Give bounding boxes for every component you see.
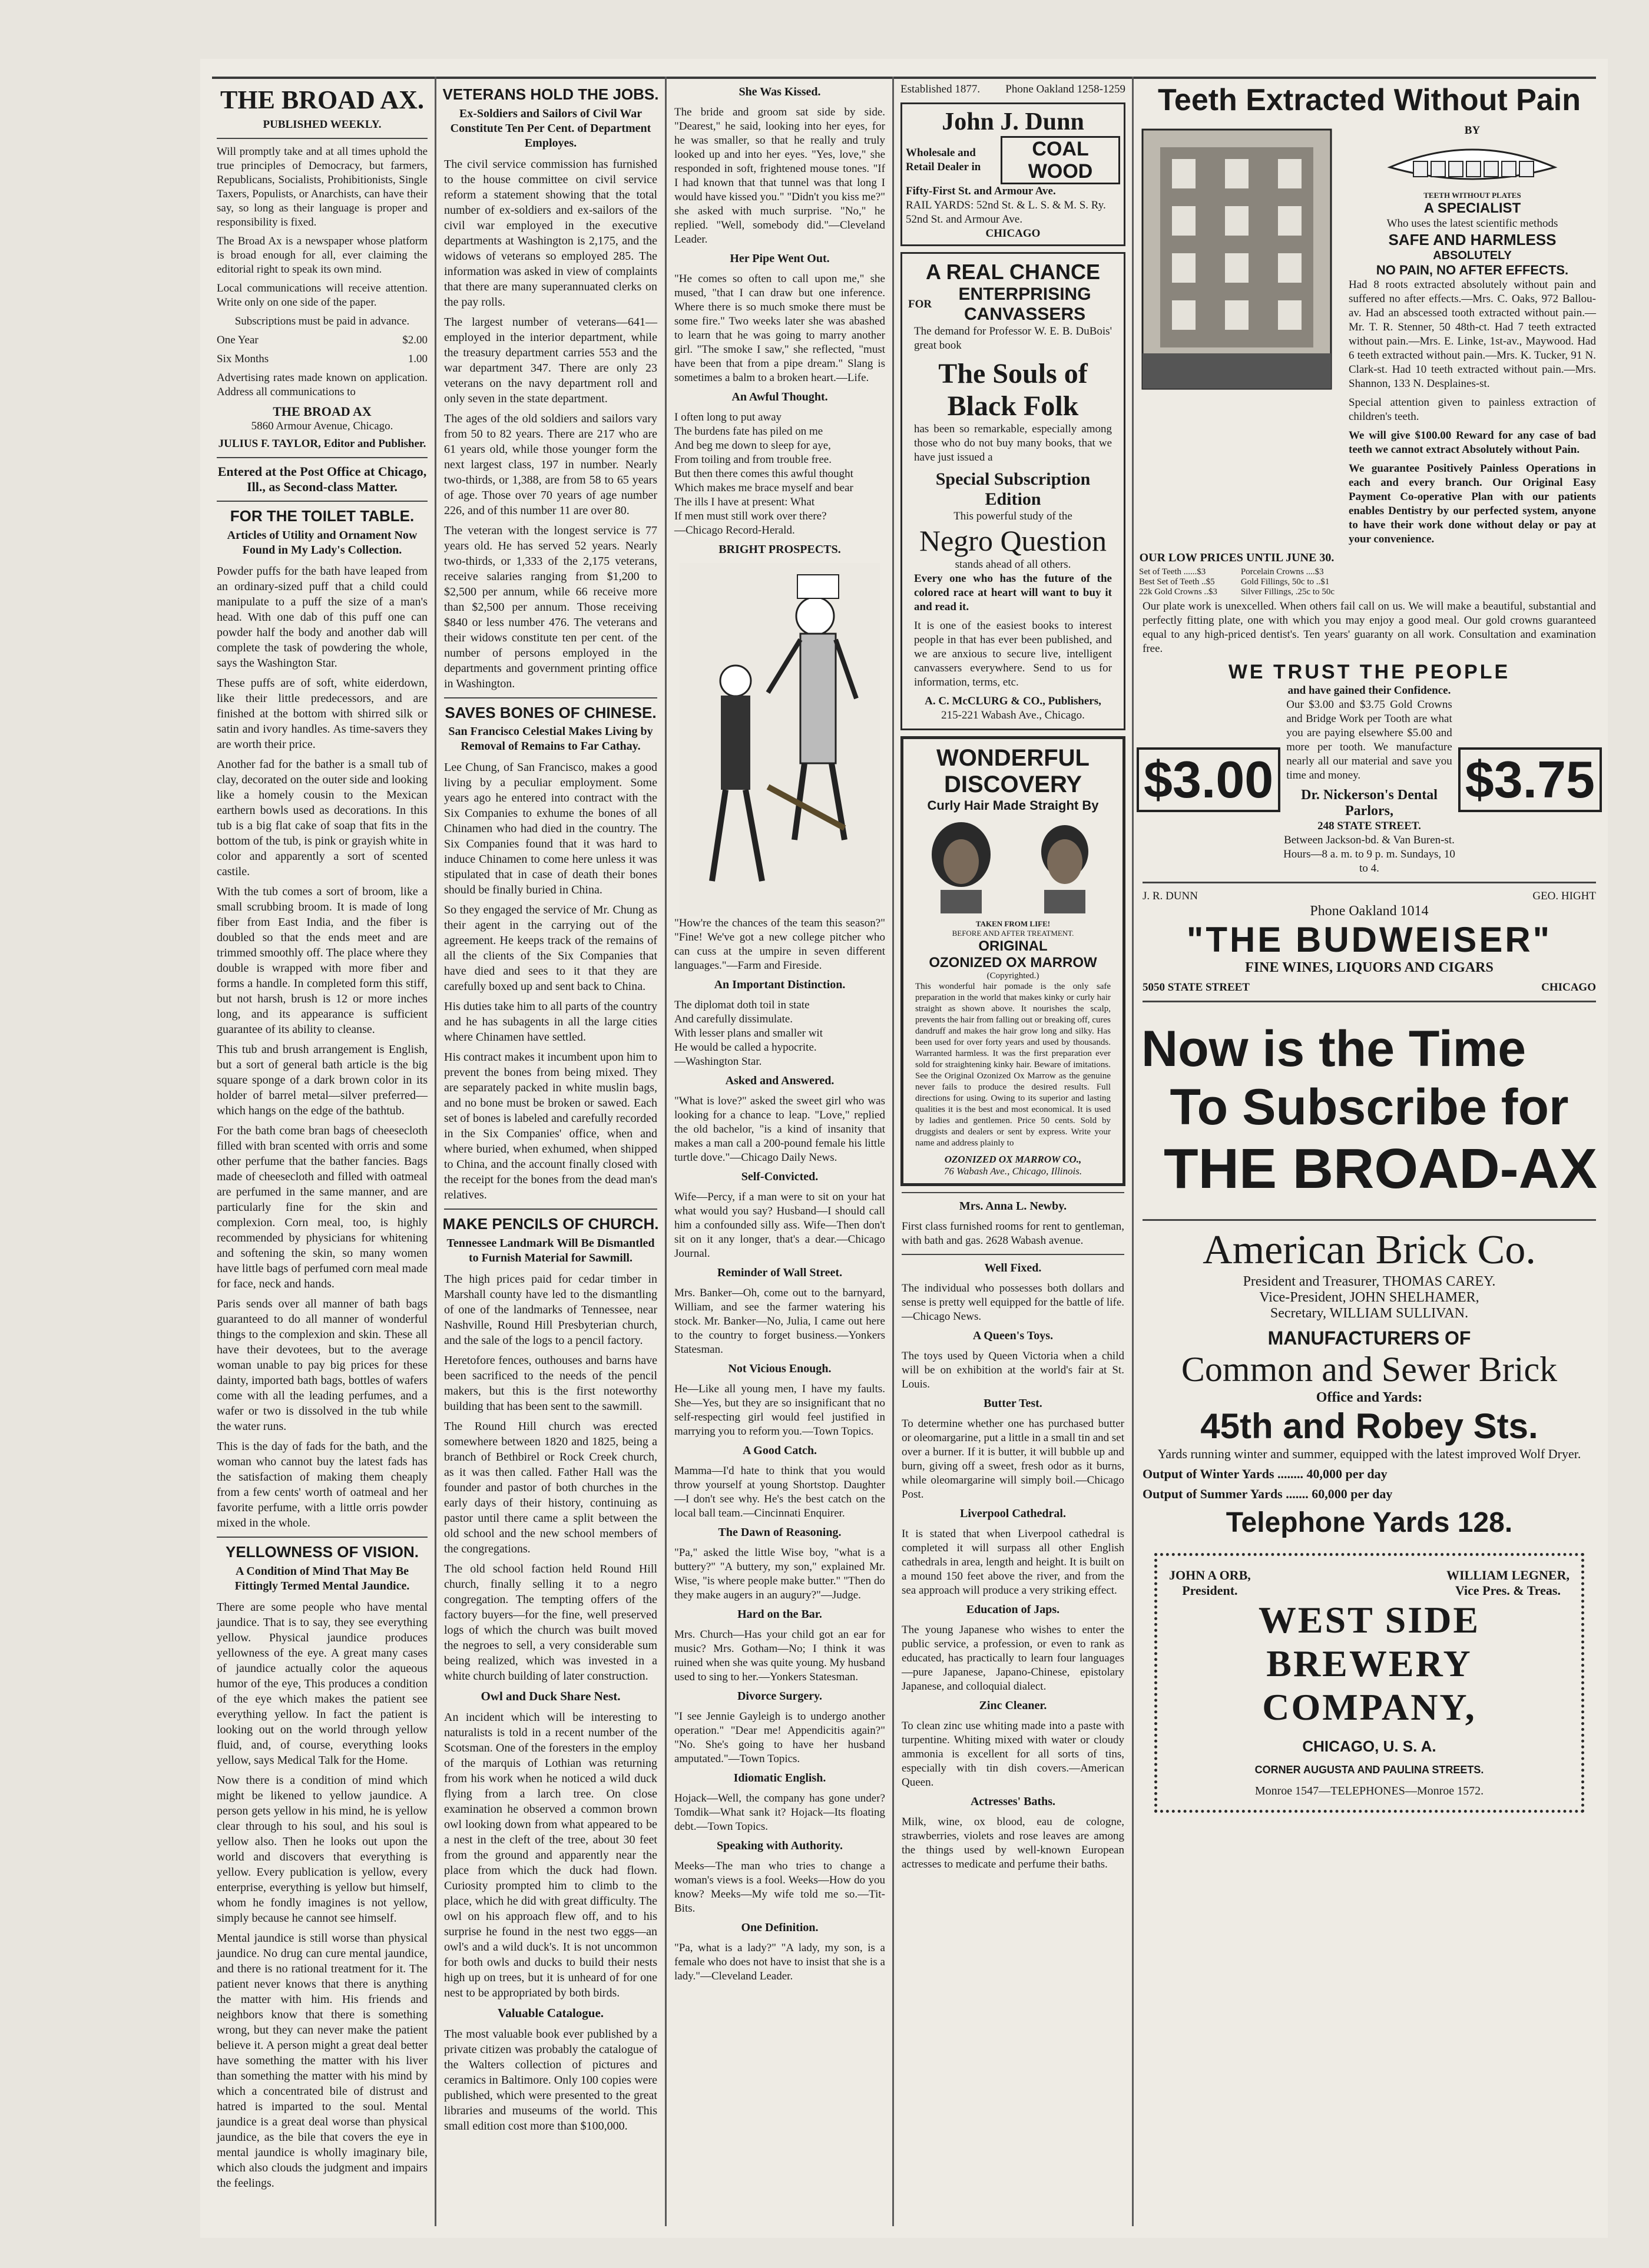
teeth-by: BY (1464, 124, 1481, 137)
pencils-headline: MAKE PENCILS OF CHURCH. (442, 1215, 659, 1233)
article-paragraph: Meeks—The man who tries to change a woman's views is a fool. Weeks—How do you know? Meeks—My wife told me so.—Tit-Bits. (674, 1860, 885, 1915)
masthead-entered: Entered at the Post Office at Chicago, Ill., as Second-class Matter. (217, 464, 427, 495)
ox-title1: WONDERFUL (936, 745, 1090, 771)
masthead-local: Local communications will receive attention. Write only on one side of the paper. (217, 282, 428, 309)
price-375: $3.75 (1458, 747, 1602, 812)
article-paragraph: It is stated that when Liverpool cathedral is completed it will surpass all other English cathedrals in area, length and height. It is built on a mound 150 feet above the river, and from the sea approach will produce a very striking effect. (902, 1528, 1124, 1597)
teeth-middle (1280, 684, 1458, 876)
catch-headline: A Good Catch. (742, 1444, 817, 1457)
newspaper-sheet (200, 59, 1608, 2238)
teeth-logo-icon (1378, 138, 1567, 191)
article-paragraph: The toys used by Queen Victoria when a child will be on exhibition at the world's fair at St. Louis. (902, 1350, 1124, 1390)
toys-headline: A Queen's Toys. (972, 1329, 1054, 1342)
dunn-dealer: Wholesale and Retail Dealer in (906, 147, 981, 173)
pipe-headline: Her Pipe Went Out. (730, 252, 830, 265)
article-paragraph: The civil service commission has furnished to the house committee on civil service reform a statement showing that the total number of ex-soldiers and ex-sailors of the civil war employed in the executive departments at Washington is 2,175, and the widows of veterans so employed 285. The information was asked in view of complaints that there are many superannuated clerks on the pay rolls. (444, 157, 657, 309)
article-paragraph: First class furnished rooms for rent to gentleman, with bath and gas. 2628 Wabash avenue. (902, 1220, 1124, 1247)
masthead-title: THE BROAD AX. (220, 85, 424, 114)
special-edition: Special Subscription Edition (935, 469, 1091, 509)
brewery-telephones: Monroe 1547—TELEPHONES—Monroe 1572. (1254, 1784, 1484, 1797)
article-paragraph: The high prices paid for cedar timber in Marshall county have led to the dismantling of one of the landmarks of Tennessee, near Nashville, Round Hill Presbyterian church, and the sale of the logs to a pencil factory. (444, 1272, 657, 1347)
top-rule (212, 77, 1596, 79)
ox-marrow-ad (900, 736, 1125, 1186)
prices-left: Set of Teeth ......$3 Best Set of Teeth ..$5 22k Gold Crowns ..$3 (1139, 567, 1217, 597)
masthead-name: THE BROAD AX (273, 404, 372, 419)
masthead-published: PUBLISHED WEEKLY. (263, 118, 382, 131)
masthead-editor: JULIUS F. TAYLOR, Editor and Publisher. (218, 438, 426, 451)
rate-row: Six Months 1.00 (217, 353, 428, 366)
teeth-low-prices: OUR LOW PRICES UNTIL JUNE 30. (1139, 551, 1335, 564)
bar-headline: Hard on the Bar. (737, 1608, 822, 1621)
article-paragraph: Another fad for the bather is a small tub of clay, decorated on the outer side and looking like a homely cousin to the Mexican earthern bowls used as decorations. In this tub is a big flat cake of soap that fits in the bottom of the tub, is pink or grayish white in color and apparently a sort of scented castile. (217, 757, 428, 878)
article-paragraph: Powder puffs for the bath have leaped from an ordinary-sized puff that a child could manipulate to a puff the size of a man's head. With one dab of this puff one can powder half the body and another dab will complete the task of powdering the whole, says the Washington Star. (217, 564, 428, 670)
baseball-cartoon (680, 563, 880, 916)
zinc-headline: Zinc Cleaner. (979, 1699, 1047, 1712)
owl-headline: Owl and Duck Share Nest. (481, 1688, 621, 1703)
teeth-reward: We will give $100.00 Reward for any case of bad teeth we cannot extract Absolutely without Pain. (1349, 429, 1596, 456)
teeth-special: Special attention given to painless extraction of children's teeth. (1349, 396, 1596, 423)
yellow-headline: YELLOWNESS OF VISION. (226, 1542, 419, 1561)
cartoon-caption: "How're the chances of the team this season?" "Fine! We've got a new college pitcher who can cuss at the umpire in seven different languages."—Farm and Fireside. (674, 917, 885, 972)
teeth-price-row (1137, 684, 1602, 876)
brick-product: Common and Sewer Brick (1181, 1350, 1558, 1389)
article-paragraph: Milk, wine, ox blood, eau de cologne, strawberries, violets and rose leaves are among the things used by well-known European actresses to medicate and perfume their baths. (902, 1816, 1124, 1870)
brewery-officers: JOHN A ORB, President. WILLIAM LEGNER, Vice Pres. & Treas. (1169, 1568, 1569, 1598)
dunn-yards: RAIL YARDS: 52nd St. & L. S. & M. S. Ry. 52nd St. and Armour Ave. (906, 199, 1106, 226)
ox-name: OZONIZED OX MARROW (929, 955, 1097, 971)
article-paragraph: "Pa," asked the little Wise boy, "what is a buttery?" "A buttery, my son," explained Mr. Wise, "is where people make butter." "Then do they make augers in an augury?"—Judge. (674, 1547, 885, 1601)
article-paragraph: To determine whether one has purchased butter or oleomargarine, put a little in a small tin and set over a burner. If it is butter, it will bubble up and burn, giving off a sweet, fresh odor as it burns, while oleomargarine will simply boil.—Chicago Post. (902, 1418, 1124, 1501)
article-paragraph: So they engaged the service of Mr. Chung as their agent in the carrying out of the agreement. He keeps track of the remains of all the clients of the Six Companies that have died and sees to it that they are carefully boxed up and sent back to China. (444, 903, 657, 994)
column-2 (438, 82, 663, 2138)
coal-wood-box: COAL WOOD (1001, 136, 1120, 184)
teeth-conf: and have gained their Confidence. (1287, 684, 1451, 697)
teeth-nopain: NO PAIN, NO AFTER EFFECTS. (1376, 263, 1569, 277)
chance-for: FOR (908, 298, 932, 310)
ox-text: This wonderful hair pomade is the only safe preparation in the world that makes kinky or curly hair straight as shown above. It nourishes the scalp, prevents the hair from falling out or breaking off, cures dandruff and makes the hair grow long and silky. Has been used for over forty years and used by thousands. Warranted harmless. It was the first preparation ever sold for straightening kinky hair. Beware of imitations. See the Original Ozonized Ox Marrow as the genuine never fails to produce the desired results. Full directions for using. Owing to its superior and lasting qualities it is the best and most economical. It is used by ladies and gentlemen. Price 50 cents. Sold by druggists and dealers or sent by express. Write your name and address plainly to (915, 982, 1111, 1148)
teeth-crowns: Our $3.00 and $3.75 Gold Crowns and Bridge Work per Tooth are what you are paying elsewhere $5.00 and more per tooth. We manufacture nearly all our material and save you time and money. (1286, 698, 1452, 782)
kissed-headline: She Was Kissed. (739, 85, 821, 98)
before-after-portraits (909, 819, 1117, 913)
definition-headline: One Definition. (741, 1921, 819, 1934)
brewery-ad (1154, 1553, 1584, 1813)
reasoning-headline: The Dawn of Reasoning. (718, 1526, 842, 1539)
masthead-adv: Advertising rates made known on application. Address all communications to (217, 372, 428, 399)
ox-company: OZONIZED OX MARROW CO., (944, 1154, 1082, 1165)
veterans-subhead: Ex-Soldiers and Sailors of Civil War Constitute Ten Per Cent. of Department Employes. (450, 107, 651, 150)
wallst-headline: Reminder of Wall Street. (717, 1266, 843, 1279)
vicious-headline: Not Vicious Enough. (728, 1362, 832, 1375)
divorce-headline: Divorce Surgery. (737, 1690, 823, 1703)
article-paragraph: Hojack—Well, the company has gone under? Tomdik—What sank it? Hojack—Its floating debt.—Town Topics. (674, 1792, 885, 1833)
prices-right: Porcelain Crowns ....$3 Gold Fillings, 50c to ..$1 Silver Fillings, .25c to 50c (1240, 567, 1335, 597)
chance-intro: The demand for Professor W. E. B. DuBois' great book (914, 325, 1112, 352)
dentist-name: Dr. Nickerson's Dental Parlors, (1301, 787, 1438, 819)
dentist-street: 248 STATE STREET. (1317, 820, 1421, 832)
chance-ahead: stands ahead of all others. (955, 558, 1071, 571)
distinction-headline: An Important Distinction. (714, 978, 846, 991)
chance-canvassers: ENTERPRISING CANVASSERS (958, 284, 1091, 324)
masthead-mission: Will promptly take and at all times uphold the true principles of Democracy, but farmers, Republicans, Socialists, Prohibitionists, Single Taxers, Populists, or Anarchists, can have their say, so long as their language is proper and responsibility is fixed. (217, 145, 428, 229)
pencils-subhead: Tennessee Landmark Will Be Dismantled to Furnish Material for Sawmill. (446, 1236, 655, 1264)
article-paragraph: "Pa, what is a lady?" "A lady, my son, is a female who does not have to insist that she is a lady."—Cleveland Leader. (674, 1942, 885, 1982)
butter-headline: Butter Test. (984, 1397, 1042, 1410)
catalogue-headline: Valuable Catalogue. (497, 2006, 604, 2021)
toilet-subhead: Articles of Utility and Ornament Now Found in My Lady's Collection. (227, 528, 418, 557)
article-paragraph: The ages of the old soldiers and sailors vary from 50 to 82 years. There are 217 who are 61 years old, while those younger form the next largest class, 197 in number. Nearly two-thirds, or 1,388, are from 58 to 65 years of age. Those over 70 years of age number 226, and of this number 11 are over 80. (444, 412, 657, 517)
dunn-name: John J. Dunn (942, 108, 1084, 135)
ox-original: ORIGINAL (978, 938, 1048, 954)
chance-text: has been so remarkable, especially among those who do not buy many books, that we have just issued a (914, 423, 1112, 463)
teeth-trust: WE TRUST THE PEOPLE (1228, 661, 1511, 683)
article-paragraph: The young Japanese who wishes to enter the public service, a profession, or even to rank as educated, has practically to learn four languages—pure Japanese, Japano-Chinese, epistolary Japanese, and colloquial dialect. (902, 1624, 1124, 1693)
article-paragraph: Mamma—I'd hate to think that you would throw yourself at young Shortstop. Daughter—I don't see why. He's the best catch on the local ball team.—Cincinnati Enquirer. (674, 1465, 885, 1519)
ox-before: BEFORE AND AFTER TREATMENT. (952, 929, 1074, 938)
budweiser-name: "THE BUDWEISER" (1186, 920, 1552, 959)
article-paragraph: These puffs are of soft, white eiderdown, like their little predecessors, and are finished at the bottom with shirred silk or satin and ivory handles. As time-savers they are worth their price. (217, 676, 428, 751)
column-rule (665, 77, 667, 2226)
article-paragraph: "What is love?" asked the sweet girl who was looking for a chance to leap. "Love," replied the old bachelor, "is a kind of insanity that makes a man call a 200-pound female his little turtle dove."—Chicago Daily News. (674, 1095, 885, 1164)
chinese-headline: SAVES BONES OF CHINESE. (445, 703, 657, 721)
dunn-topline: Established 1877. Phone Oakland 1258-1259 (900, 83, 1125, 95)
brewery-city: CHICAGO, U. S. A. (1302, 1737, 1436, 1755)
teeth-right-column (1343, 124, 1602, 551)
subscribe-line2: To Subscribe for (1170, 1079, 1569, 1135)
brick-president: President and Treasurer, THOMAS CAREY. (1243, 1274, 1496, 1289)
brick-winter: Output of Winter Yards ........ 40,000 per day (1143, 1466, 1388, 1481)
dentist-hours: Hours—8 a. m. to 9 p. m. Sundays, 10 to 4. (1283, 848, 1455, 875)
teeth-prices (1137, 551, 1337, 597)
teeth-plate: Our plate work is unexcelled. When others fail call on us. We will make a beautiful, substantial and perfectly fitting plate, one with which you may enjoy a good meal. Our gold crowns guaranteed equal to any high-priced dentist's. Ten years' guaranty on all work. Consultation and examination free. (1143, 600, 1596, 655)
brick-secretary: Secretary, WILLIAM SULLIVAN. (1270, 1306, 1469, 1321)
teeth-who: Who uses the latest scientific methods (1386, 217, 1558, 230)
article-paragraph: "He comes so often to call upon me," she mused, "that I can draw but one inference. Where there is so much smoke there must be some fire." Two weeks later she was abashed to learn that he was going to marry another girl. "The smoke I saw," she reflected, "must have been that from a pipe dream." Slang is sometimes a balm to a broken heart.—Life. (674, 273, 885, 384)
toilet-headline: FOR THE TOILET TABLE. (230, 507, 415, 525)
teeth-specialist: A SPECIALIST (1423, 200, 1521, 216)
distinction-poem: The diplomat doth toil in state And carefully dissimulate. With lesser plans and smaller wit He would be called a hypocrite. —Washington Star. (674, 999, 823, 1068)
column-rule (892, 77, 894, 2226)
ox-copyright: (Copyrighted.) (986, 971, 1039, 981)
baths-headline: Actresses' Baths. (970, 1795, 1056, 1808)
article-paragraph: The bride and groom sat side by side. "Dearest," he said, looking into her eyes, for he was smaller, so that he really and truly looked up and into her eyes. "Yes, love," she responded in soft, frightened mouse tones. "If I had known that that tunnel was that long I would have kissed you." "Didn't you kiss me?" she asked with much surprise. "No," he replied. "Well, somebody did."—Cleveland Leader. (674, 106, 885, 246)
brewery-corner: CORNER AUGUSTA AND PAULINA STREETS. (1254, 1764, 1484, 1776)
article-paragraph: Heretofore fences, outhouses and barns have been sacrificed to the needs of the pencil makers, but this is the first noteworthy building that has been sent to the sawmill. (444, 1353, 657, 1413)
article-paragraph: Paris sends over all manner of bath bags guaranteed to do all manner of wonderful things to the complexion and skin. These all have their devotees, but to the average woman unable to pay big prices for these dainty, imported bath bags, bottles of wafers come with all the leading perfumes, and a wafer or two is dissolved in the tub while the water runs. (217, 1297, 428, 1433)
article-paragraph: With the tub comes a sort of broom, like a small scrubbing broom. It is made of long fiber from East India, and the fiber is doubled so that the ends meet and are trimmed smoothly off. The place where they double is wrapped with more fiber and forms a handle. In completed form this stiff, but not harsh, brush is 12 or more inches long, and its appearance is sufficient guarantee of its ability to cleanse. (217, 885, 428, 1036)
brick-vice: Vice-President, JOHN SHELHAMER, (1259, 1290, 1479, 1305)
rate-row: One Year $2.00 (217, 334, 428, 347)
chance-bold: Every one who has the future of the colored race at heart will want to buy it and read it. (914, 572, 1112, 613)
chinese-subhead: San Francisco Celestial Makes Living by Removal of Remains to Far Cathay. (448, 725, 653, 753)
subscribe-line1: Now is the Time (1141, 1021, 1527, 1077)
convicted-headline: Self-Convicted. (741, 1170, 819, 1183)
idiomatic-headline: Idiomatic English. (733, 1772, 826, 1784)
portrait-before (923, 819, 999, 913)
newby-headline: Mrs. Anna L. Newby. (959, 1200, 1067, 1213)
article-paragraph: Mrs. Church—Has your child got an ear for music? Mrs. Gotham—No; I think it was ruined when she was quite young. My husband used to sing to her.—Yonkers Statesman. (674, 1628, 885, 1683)
liverpool-headline: Liverpool Cathedral. (960, 1507, 1066, 1520)
teeth-abs: ABSOLUTELY (1433, 249, 1512, 262)
article-paragraph: The old school faction held Round Hill church, finally selling it to a negro congregation. The tempting offers of the factory buyers—for the fine, well preserved logs of which the church was built moved the negroes to sell, a very considerable sum being realized, which was invested in a white church building of later construction. (444, 1562, 657, 1683)
brick-office: Office and Yards: (1316, 1390, 1423, 1405)
publisher-address: 215-221 Wabash Ave., Chicago. (941, 709, 1085, 721)
column-1 (211, 82, 433, 2196)
brick-yards: 45th and Robey Sts. (1200, 1406, 1538, 1446)
ox-tag: Curly Hair Made Straight By (927, 798, 1099, 813)
japs-headline: Education of Japs. (966, 1603, 1060, 1616)
teeth-top (1137, 124, 1602, 551)
authority-headline: Speaking with Authority. (717, 1839, 843, 1852)
article-paragraph: Mental jaundice is still worse than physical jaundice. No drug can cure mental jaundice, and there is no rational treatment for it. The patient never knows that there is anything the matter with him. His friends and neighbors know that there is something wrong, but they can never make the patient believe it. A person might a great deal better have something the matter with his liver than something the matter with his mind by which a concentrated bile of distrust and hatred is imparted to the soul. Mental jaundice is a great deal worse than physical jaundice, as the bile that covers the eye in mental jaundice is wholly imaginary bile, which also clouds the judgment and impairs the feelings. (217, 1931, 428, 2190)
teeth-testimonial: Had 8 roots extracted absolutely without pain and suffered no after effects.—Mrs. C. Oaks, 972 Ballou-av. Had an abscessed tooth extracted without pain.—Mr. T. R. Stenner, 50 48th-ct. Had 7 teeth extracted without pain.—Mrs. E. Linke, 1st-av., Maywood. Had 6 teeth extracted without pain.—Mrs. K. Tucker, 91 N. Clark-st. Had 10 teeth extracted without pain.—Mrs. Shannon, 133 N. Desplaines-st. (1349, 279, 1596, 390)
article-paragraph: An incident which will be interesting to naturalists is told in a recent number of the Scotsman. One of the foresters in the employ of the marquis of Lothian was returning from his work when he noticed a wild duck flying from a larch tree. On close examination he observed a common brown owl looking down from what appeared to be a nest in the cleft of the tree, about 30 feet from the ground and apparently near the place from which the duck had flown. Curiosity prompted him to climb to the place, which he did with great difficulty. The owl on his approach flew off, and to his surprise he found in the nest two eggs—an owl's and a wild duck's. It is not uncommon for both owls and ducks to build their nests high up on trees, but it is unheard of for one nest to be appropriated by both birds. (444, 1711, 657, 2000)
brewery-name1: WEST SIDE (1258, 1599, 1481, 1641)
cartoon-headline: BRIGHT PROSPECTS. (718, 543, 841, 556)
souls-book-ad (900, 252, 1125, 730)
article-paragraph: Lee Chung, of San Francisco, makes a good living by a peculiar employment. Some years ago he entered into contract with the Six Companies to exhume the bones of all Chinamen who had died in the country. The Six Companies found that it was hard to induce Chinamen to come here unless it was stipulated that in case of death their bones should be finally buried in China. (444, 761, 657, 897)
article-paragraph: Wife—Percy, if a man were to sit on your hat what would you say? Husband—I should call him a confounded silly ass. Wife—Then don't sit on it any longer, that's a dear.—Chicago Journal. (674, 1191, 885, 1260)
article-paragraph: To clean zinc use whiting made into a paste with turpentine. Whiting mixed with water or cloudy ammonia is excellent for all sorts of tins, especially with tin dish covers.—American Queen. (902, 1720, 1124, 1789)
subscribe-ad (1137, 1008, 1602, 1213)
ox-address: 76 Wabash Ave., Chicago, Illinois. (943, 1166, 1082, 1177)
column-rule (435, 77, 436, 2226)
brewery-name3: COMPANY, (1262, 1686, 1476, 1728)
article-paragraph: His contract makes it incumbent upon him to prevent the bones from being mixed. They are separately packed in white muslin bags, and no bone must be broken or sawed. Each set of bones is labeled and carefully recorded in the Six Companies' office, when and where buried, when exhumed, when shipped to China, and the account finally closed with the receipt for the bones from the dead man's relatives. (444, 1051, 657, 1202)
budweiser-fine: FINE WINES, LIQUORS AND CIGARS (1245, 960, 1494, 975)
negro-question: Negro Question (919, 524, 1107, 557)
masthead-subs-note: Subscriptions must be paid in advance. (234, 315, 410, 328)
teeth-headline: Teeth Extracted Without Pain (1158, 83, 1581, 117)
article-paragraph: "I see Jennie Gayleigh is to undergo another operation." "Dear me! Appendicitis again?" "No. She's going to have her husband amputated."—Town Topics. (674, 1710, 885, 1765)
thought-headline: An Awful Thought. (731, 390, 828, 403)
column-5 (1137, 82, 1602, 1827)
article-paragraph: Mrs. Banker—Oh, come out to the barnyard, William, and see the farmer watering his stock. Mr. Banker—No, Julia, I came out here to the country to forget business.—Yonkers Statesman. (674, 1287, 885, 1356)
article-paragraph: The largest number of veterans—641—employed in the interior department, while the treasury department carries 553 and the war department 347. There are only 23 veterans on the navy department roll and only seven in the state department. (444, 315, 657, 405)
dunn-city: CHICAGO (985, 227, 1041, 240)
article-paragraph: He—Like all young men, I have my faults. She—Yes, but they are so insignificant that no self-respecting girl would feel justified in marrying you to reform you.—Town Topics. (674, 1383, 885, 1438)
thought-poem: I often long to put away The burdens fate has piled on me And beg me down to sleep for aye, From toiling and from trouble free. But then there comes this awful thought Which makes me brace myself and bear The ills I have at present: What If men must still work over there? —Chicago Record-Herald. (674, 411, 853, 537)
budweiser-phone: Phone Oakland 1014 (1310, 903, 1429, 919)
column-rule (1132, 77, 1134, 2226)
masthead-notice: The Broad Ax is a newspaper whose platform is broad enough for all, ever claiming the editorial right to speak its own mind. (217, 235, 428, 276)
budweiser-address: 5050 STATE STREET CHICAGO (1143, 981, 1596, 994)
article-paragraph: The Round Hill church was erected somewhere between 1820 and 1825, being a branch of Bethbirel or Rock Creek church, as it was then called. Father Hall was the founder and pastor of both churches in the early days of their history, continuing as pastor until there came a split between the old school and the new school members of the congregations. (444, 1419, 657, 1555)
brick-name: American Brick Co. (1203, 1227, 1536, 1273)
teeth-safe: SAFE AND HARMLESS (1388, 231, 1557, 249)
fixed-headline: Well Fixed. (984, 1262, 1042, 1274)
chance-text2: It is one of the easiest books to interest people in that has ever been published, and we are anxious to secure live, intelligent canvassers everywhere. Send to us for information, terms, etc. (914, 620, 1112, 688)
column-3 (668, 82, 891, 1988)
dunn-address: Fifty-First St. and Armour Ave. (906, 185, 1056, 197)
budweiser-owners: J. R. DUNN GEO. HIGHT (1143, 890, 1596, 902)
ox-taken: TAKEN FROM LIFE! (975, 919, 1051, 928)
brick-running: Yards running winter and summer, equipped with the latest improved Wolf Dryer. (1157, 1446, 1581, 1461)
article-paragraph: The veteran with the longest service is 77 years old. He has served 52 years. Nearly two-thirds, or 1,333 of the 2,175 veterans, receive salaries ranging from $1,200 to $2,500 per annum, while 66 receive more than $2,500 per annum. Those receiving $840 or less number 476. The veterans and their widows constitute ten per cent. of the number of persons employed in the departments and government printing office in Washington. (444, 524, 657, 690)
chance-study: This powerful study of the (953, 510, 1072, 522)
article-paragraph: The individual who possesses both dollars and sense is pretty well equipped for the battle of life.—Chicago News. (902, 1282, 1124, 1323)
masthead-address: 5860 Armour Avenue, Chicago. (251, 420, 393, 433)
article-paragraph: For the bath come bran bags of cheesecloth filled with bran scented with orris and some other perfume that the bather fancies. Bags made of cheesecloth and filled with oatmeal are perfumed in the same manner, and are particularly fine for the skin and complexion. Corn meal, too, is highly recommended by physicians for whitening and softening the skin, so many women have little bags of perfumed corn meal made for face, neck and hands. (217, 1124, 428, 1290)
price-300: $3.00 (1137, 747, 1280, 812)
teeth-logo-text: TEETH WITHOUT PLATES (1423, 191, 1521, 200)
dentist-between: Between Jackson-bd. & Van Buren-st. (1284, 834, 1455, 846)
article-paragraph: Now there is a condition of mind which might be likened to yellow jaundice. A person gets yellow in his mind, he is yellow clear through to his soul, and his soul is yellow also. Then he looks out upon the world and discovers that everything is yellow. Every publication is yellow, every enterprise, everything is yellow but himself, whom he fondly imagines is not yellow, simply because he cannot see himself. (217, 1773, 428, 1925)
veterans-headline: VETERANS HOLD THE JOBS. (442, 85, 659, 103)
article-paragraph: The most valuable book ever published by a private citizen was probably the catalogue of the Walters collection of pictures and ceramics in Baltimore. Only 100 copies were published, which were presented to the great libraries and museums of the world. This small edition cost more than $100,000. (444, 2028, 657, 2133)
column-4 (896, 82, 1130, 1876)
brick-mfg: MANUFACTURERS OF (1267, 1327, 1471, 1349)
article-paragraph: There are some people who have mental jaundice. That is to say, they see everything yellow. Physical jaundice produces yellowness of the eye. A great many cases of jaundice actually color the aqueous humor of the eye, This produces a condition of the eye which makes the patient see everything yellow. In fact the patient is looking out on the world through yellow fluid, and, of course, everything looks yellow, says Medical Talk for the Home. (217, 1600, 428, 1767)
chance-title: A REAL CHANCE (925, 260, 1100, 284)
brewery-name2: BREWERY (1266, 1643, 1472, 1684)
yellow-subhead: A Condition of Mind That May Be Fittingly Termed Mental Jaundice. (234, 1564, 410, 1592)
dental-building-illustration (1137, 124, 1337, 395)
brick-summer: Output of Summer Yards ....... 60,000 per day (1143, 1486, 1393, 1501)
portrait-after (1027, 819, 1103, 913)
ox-title2: DISCOVERY (943, 772, 1082, 797)
book-title: The Souls of Black Folk (938, 358, 1088, 422)
article-paragraph: This is the day of fads for the bath, and the woman who cannot buy the latest fads has the satisfaction of making them cheaply from a few cents' worth of oatmeal and her favorite perfume, with a little orris powder mixed in the whole. (217, 1439, 428, 1529)
subscribe-line3: THE BROAD-AX (1164, 1137, 1597, 1200)
brick-telephone: Telephone Yards 128. (1226, 1507, 1513, 1538)
teeth-guarantee: We guarantee Positively Painless Operations in each and every branch. Our Original Easy Payment Co-operative Plan with our patients enables Dentistry by our perfected system, anyone to have their work done without delay or pay at your convenience. (1349, 462, 1596, 545)
article-paragraph: This tub and brush arrangement is English, but a sort of general bath article is the big square sponge of a dark brown color in its holder of barrel metal—silver preferred—which hangs on the edge of the bathtub. (217, 1042, 428, 1117)
publisher: A. C. McCLURG & CO., Publishers, (925, 695, 1101, 707)
article-paragraph: His duties take him to all parts of the country and he has subagents in all the large cities where Chinamen have settled. (444, 1000, 657, 1044)
answered-headline: Asked and Answered. (725, 1074, 835, 1087)
dunn-coal-ad (900, 102, 1125, 246)
